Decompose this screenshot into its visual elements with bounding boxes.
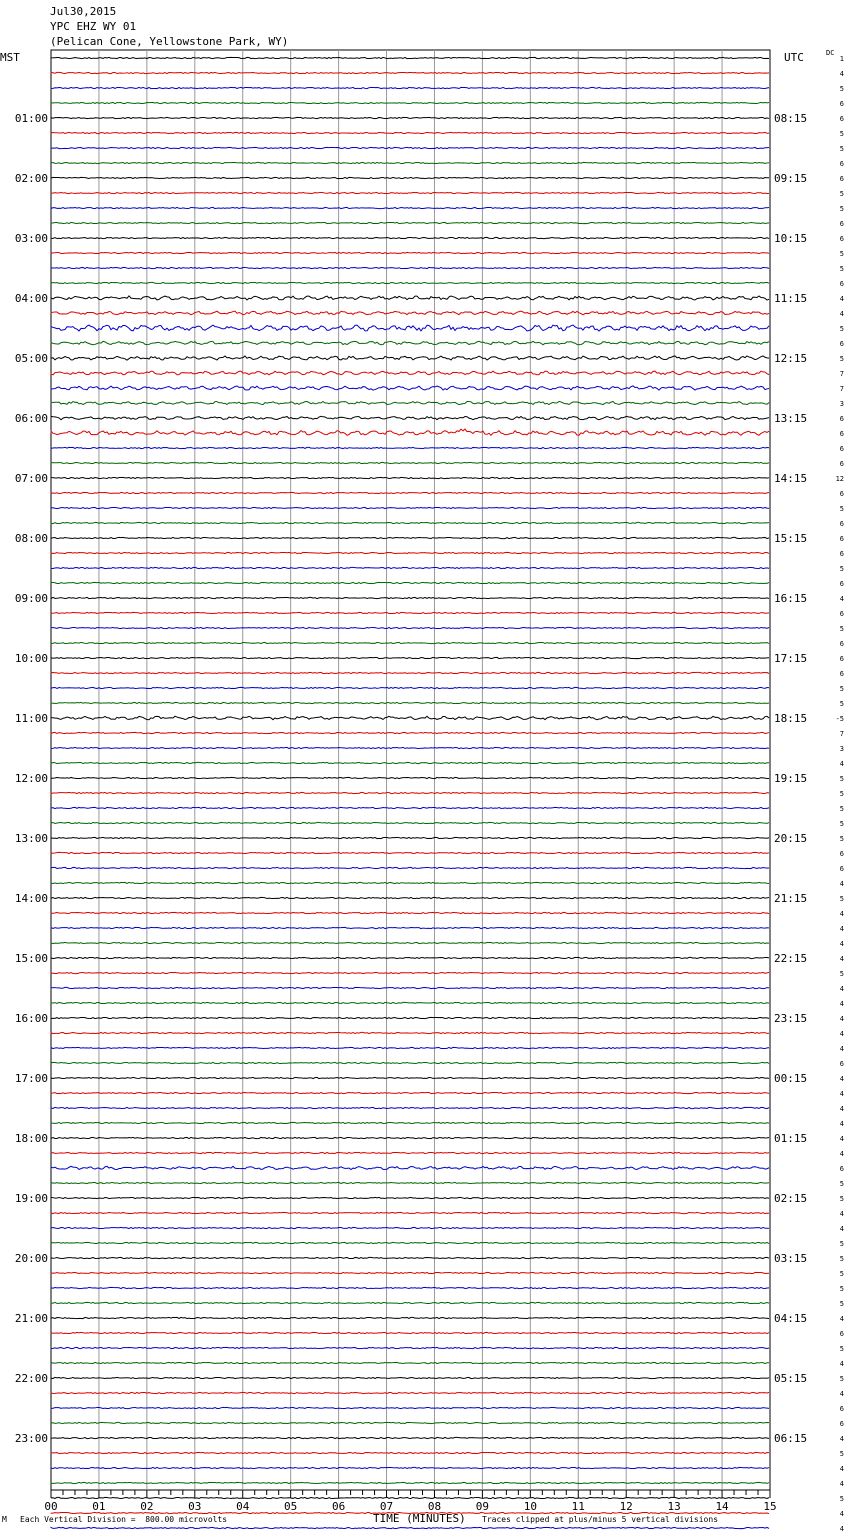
left-timezone-label: MST	[0, 51, 20, 64]
x-tick-label: 11	[571, 1500, 585, 1513]
mst-hour-label: 12:00	[14, 772, 48, 785]
dc-offset-value: 4	[839, 1360, 844, 1368]
seismic-trace	[51, 1317, 769, 1318]
seismic-trace	[51, 492, 769, 493]
dc-offset-value: 5	[839, 1300, 844, 1308]
utc-hour-label: 22:15	[774, 952, 808, 965]
seismic-trace	[51, 582, 769, 583]
mst-hour-label: 09:00	[14, 592, 48, 605]
utc-hour-label: 12:15	[774, 352, 808, 365]
dc-offset-value: 4	[839, 1150, 844, 1158]
dc-offset-value: 4	[839, 925, 844, 933]
mst-hour-label: 16:00	[14, 1012, 48, 1025]
dc-offset-value: 4	[839, 1030, 844, 1038]
dc-offset-value: 4	[839, 1105, 844, 1113]
dc-offset-value: 6	[839, 340, 844, 348]
dc-offset-value: 7	[839, 370, 844, 378]
dc-offset-value: 5	[839, 250, 844, 258]
seismic-trace	[51, 552, 769, 553]
dc-offset-value: 6	[839, 850, 844, 858]
dc-offset-value: 3	[839, 400, 844, 408]
seismic-trace	[51, 371, 769, 375]
mst-hour-label: 11:00	[14, 712, 48, 725]
utc-hour-label: 19:15	[774, 772, 808, 785]
dc-offset-value: 5	[839, 895, 844, 903]
footer-corner-mark: M	[2, 1515, 7, 1524]
dc-offset-value: 4	[839, 760, 844, 768]
dc-offset-value: 4	[839, 1510, 844, 1518]
utc-hour-label: 20:15	[774, 832, 808, 845]
dc-offset-value: 5	[839, 790, 844, 798]
x-tick-label: 07	[379, 1500, 394, 1513]
dc-offset-value: 6	[839, 535, 844, 543]
seismic-trace	[51, 192, 769, 193]
dc-offset-value: 4	[839, 910, 844, 918]
seismic-trace	[51, 311, 769, 315]
seismic-trace	[51, 1137, 769, 1138]
dc-offset-value: 6	[839, 550, 844, 558]
seismic-trace	[51, 1032, 769, 1033]
seismic-trace	[51, 267, 769, 268]
mst-hour-label: 22:00	[14, 1372, 48, 1385]
dc-offset-value: 5	[839, 685, 844, 693]
mst-hour-label: 08:00	[14, 532, 48, 545]
seismic-trace	[51, 1287, 769, 1288]
x-tick-label: 10	[523, 1500, 537, 1513]
utc-hour-label: 10:15	[774, 232, 808, 245]
seismic-trace	[51, 325, 769, 331]
seismic-trace	[51, 882, 769, 883]
seismic-trace	[51, 162, 769, 163]
seismic-trace	[51, 732, 769, 733]
dc-offset-value: 4	[839, 1045, 844, 1053]
seismic-trace	[51, 1362, 769, 1363]
dc-offset-value: 5	[839, 1270, 844, 1278]
seismic-trace	[51, 1242, 769, 1243]
utc-hour-label: 06:15	[774, 1432, 808, 1445]
mst-hour-label: 05:00	[14, 352, 48, 365]
x-tick-label: 00	[44, 1500, 58, 1513]
mst-hour-label: 14:00	[14, 892, 48, 905]
dc-offset-value: 4	[839, 1225, 844, 1233]
utc-hour-label: 21:15	[774, 892, 808, 905]
dc-offset-value: 7	[839, 730, 844, 738]
utc-hour-label: 08:15	[774, 112, 808, 125]
dc-offset-value: 5	[839, 1450, 844, 1458]
seismic-trace	[51, 102, 769, 103]
seismic-trace	[51, 1227, 769, 1228]
dc-offset-value: -5	[835, 715, 844, 723]
seismic-trace	[51, 1062, 769, 1063]
dc-offset-value: 3	[839, 745, 844, 753]
seismic-trace	[51, 1257, 769, 1258]
x-tick-label: 01	[92, 1500, 106, 1513]
dc-offset-value: 5	[839, 1345, 844, 1353]
dc-offset-value: 4	[839, 310, 844, 318]
utc-hour-label: 17:15	[774, 652, 808, 665]
seismic-trace	[51, 822, 769, 823]
utc-hour-label: 02:15	[774, 1192, 808, 1205]
seismic-trace	[51, 987, 769, 988]
seismic-trace	[51, 957, 769, 958]
dc-offset-value: 4	[839, 1015, 844, 1023]
seismic-trace	[51, 837, 769, 838]
station-code: YPC EHZ WY 01	[50, 20, 137, 33]
dc-offset-value: 6	[839, 100, 844, 108]
utc-hour-label: 13:15	[774, 412, 808, 425]
dc-offset-value: 6	[839, 175, 844, 183]
seismic-trace	[51, 1437, 769, 1438]
dc-offset-value: 4	[839, 1465, 844, 1473]
dc-offset-value: 6	[839, 430, 844, 438]
seismic-trace	[51, 1452, 769, 1453]
x-tick-label: 05	[284, 1500, 298, 1513]
utc-hour-label: 16:15	[774, 592, 808, 605]
dc-offset-value: 5	[839, 145, 844, 153]
seismic-trace	[51, 1017, 769, 1018]
dc-offset-value: 5	[839, 1255, 844, 1263]
seismic-trace	[51, 147, 769, 148]
dc-offset-value: 4	[839, 985, 844, 993]
dc-offset-value: 5	[839, 1180, 844, 1188]
dc-offset-value: 1	[839, 55, 844, 63]
dc-offset-value: 6	[839, 220, 844, 228]
dc-offset-value: 4	[839, 1525, 844, 1533]
dc-offset-value: 5	[839, 190, 844, 198]
dc-offset-value: 4	[839, 940, 844, 948]
seismic-trace	[51, 912, 769, 913]
seismic-trace	[51, 429, 769, 435]
seismic-trace	[51, 972, 769, 973]
seismic-trace	[51, 897, 769, 898]
seismic-trace	[51, 207, 769, 208]
dc-offset-value: 6	[839, 415, 844, 423]
utc-hour-label: 15:15	[774, 532, 808, 545]
seismic-trace	[51, 57, 769, 58]
seismic-trace	[51, 117, 769, 118]
x-tick-label: 02	[140, 1500, 154, 1513]
seismic-trace	[51, 1482, 769, 1483]
mst-hour-label: 20:00	[14, 1252, 48, 1265]
dc-offset-value: 5	[839, 205, 844, 213]
dc-offset-value: 6	[839, 1060, 844, 1068]
dc-offset-value: 6	[839, 235, 844, 243]
seismic-trace	[51, 1107, 769, 1108]
dc-offset-value: 5	[839, 565, 844, 573]
utc-hour-label: 23:15	[774, 1012, 808, 1025]
utc-hour-label: 09:15	[774, 172, 808, 185]
mst-hour-label: 06:00	[14, 412, 48, 425]
seismic-trace	[51, 1467, 769, 1468]
plot-date: Jul30,2015	[50, 5, 117, 18]
dc-offset-value: 6	[839, 460, 844, 468]
seismic-trace	[51, 237, 769, 238]
dc-offset-value: 6	[839, 610, 844, 618]
seismic-trace	[51, 252, 769, 253]
vertical-scale-note: Each Vertical Division = 800.00 microvolts	[20, 1515, 228, 1524]
dc-offset-value: 5	[839, 805, 844, 813]
seismic-trace	[51, 792, 769, 793]
mst-hour-label: 15:00	[14, 952, 48, 965]
dc-offset-value: 4	[839, 1135, 844, 1143]
mst-hour-label: 04:00	[14, 292, 48, 305]
seismic-trace	[51, 1407, 769, 1408]
dc-offset-value: 4	[839, 1315, 844, 1323]
right-timezone-label: UTC	[784, 51, 804, 64]
seismic-trace	[51, 762, 769, 763]
seismic-trace	[51, 672, 769, 673]
mst-hour-label: 17:00	[14, 1072, 48, 1085]
seismic-trace	[51, 416, 769, 419]
dc-offset-value: 4	[839, 1090, 844, 1098]
dc-offset-value: 6	[839, 280, 844, 288]
seismic-trace	[51, 687, 769, 688]
dc-offset-value: 4	[839, 1390, 844, 1398]
seismic-trace	[51, 777, 769, 778]
mst-hour-label: 13:00	[14, 832, 48, 845]
utc-hour-label: 00:15	[774, 1072, 808, 1085]
seismic-trace	[51, 132, 769, 133]
dc-offset-value: 4	[839, 1210, 844, 1218]
clipping-note: Traces clipped at plus/minus 5 vertical divisions	[482, 1515, 719, 1524]
seismic-trace	[51, 1122, 769, 1123]
dc-offset-value: 6	[839, 1330, 844, 1338]
seismic-trace	[51, 1377, 769, 1378]
seismic-trace	[51, 522, 769, 523]
dc-offset-value: 4	[839, 1075, 844, 1083]
mst-hour-label: 10:00	[14, 652, 48, 665]
mst-hour-label: 07:00	[14, 472, 48, 485]
seismic-trace	[51, 597, 769, 598]
seismic-trace	[51, 642, 769, 643]
seismic-trace	[51, 807, 769, 808]
seismic-trace	[51, 852, 769, 853]
dc-offset-value: 5	[839, 1495, 844, 1503]
seismic-trace	[51, 177, 769, 178]
dc-offset-value: 4	[839, 70, 844, 78]
mst-hour-label: 03:00	[14, 232, 48, 245]
seismic-trace	[51, 222, 769, 223]
dc-offset-value: 5	[839, 1375, 844, 1383]
dc-offset-value: 5	[839, 130, 844, 138]
seismic-trace	[51, 356, 769, 360]
utc-hour-label: 05:15	[774, 1372, 808, 1385]
seismic-trace	[51, 1497, 769, 1498]
seismic-trace	[51, 716, 769, 720]
dc-offset-value: 6	[839, 445, 844, 453]
dc-offset-value: 4	[839, 1480, 844, 1488]
seismic-trace	[51, 1166, 769, 1169]
seismic-trace	[51, 867, 769, 868]
mst-hour-label: 19:00	[14, 1192, 48, 1205]
x-tick-label: 06	[331, 1500, 346, 1513]
seismic-trace	[51, 1077, 769, 1078]
dc-offset-value: 4	[839, 1000, 844, 1008]
utc-hour-label: 04:15	[774, 1312, 808, 1325]
seismic-trace	[51, 657, 769, 658]
dc-offset-value: 5	[839, 1240, 844, 1248]
x-axis-label: TIME (MINUTES)	[373, 1512, 466, 1525]
mst-hour-label: 21:00	[14, 1312, 48, 1325]
seismic-trace	[51, 702, 769, 703]
seismic-trace	[51, 1182, 769, 1183]
seismic-trace	[51, 627, 769, 628]
seismic-trace	[51, 1422, 769, 1423]
x-tick-label: 15	[763, 1500, 777, 1513]
dc-offset-value: 4	[839, 955, 844, 963]
seismic-trace	[51, 1272, 769, 1273]
x-tick-label: 13	[667, 1500, 681, 1513]
dc-offset-value: 12	[835, 475, 844, 483]
dc-offset-value: 6	[839, 160, 844, 168]
x-tick-label: 09	[475, 1500, 490, 1513]
dc-offset-value: 6	[839, 670, 844, 678]
dc-offset-value: 6	[839, 865, 844, 873]
seismic-trace	[51, 87, 769, 88]
x-tick-label: 14	[715, 1500, 729, 1513]
mst-hour-label: 23:00	[14, 1432, 48, 1445]
x-tick-label: 12	[619, 1500, 633, 1513]
x-tick-label: 08	[427, 1500, 442, 1513]
seismic-trace	[51, 72, 769, 73]
seismic-trace	[51, 1332, 769, 1333]
dc-offset-value: 5	[839, 700, 844, 708]
dc-offset-value: 6	[839, 655, 844, 663]
mst-hour-label: 01:00	[14, 112, 48, 125]
dc-offset-value: 5	[839, 325, 844, 333]
dc-offset-value: 6	[839, 580, 844, 588]
seismic-trace	[51, 1092, 769, 1093]
mst-hour-label: 02:00	[14, 172, 48, 185]
utc-hour-label: 18:15	[774, 712, 808, 725]
dc-offset-value: 6	[839, 1405, 844, 1413]
dc-offset-value: 6	[839, 1420, 844, 1428]
seismic-trace	[51, 401, 769, 404]
utc-hour-label: 11:15	[774, 292, 808, 305]
dc-offset-value: 5	[839, 85, 844, 93]
dc-offset-value: 5	[839, 265, 844, 273]
x-tick-label: 04	[236, 1500, 250, 1513]
dc-offset-value: 5	[839, 775, 844, 783]
seismic-trace	[51, 612, 769, 613]
dc-header-label: DC	[826, 49, 835, 57]
dc-offset-value: 5	[839, 970, 844, 978]
seismic-trace	[51, 386, 769, 390]
seismic-trace	[51, 1527, 769, 1528]
station-location: (Pelican Cone, Yellowstone Park, WY)	[50, 35, 289, 48]
seismic-trace	[51, 1152, 769, 1153]
dc-offset-value: 4	[839, 295, 844, 303]
seismic-trace	[51, 1392, 769, 1393]
dc-offset-value: 5	[839, 835, 844, 843]
dc-offset-value: 6	[839, 640, 844, 648]
seismic-trace	[51, 1302, 769, 1303]
seismic-trace	[51, 942, 769, 943]
seismic-trace	[51, 567, 769, 568]
dc-offset-value: 5	[839, 1195, 844, 1203]
dc-offset-value: 5	[839, 505, 844, 513]
seismic-trace	[51, 927, 769, 928]
seismic-trace	[51, 1212, 769, 1213]
dc-offset-value: 5	[839, 1285, 844, 1293]
dc-offset-value: 4	[839, 595, 844, 603]
dc-offset-value: 6	[839, 520, 844, 528]
seismic-trace	[51, 447, 769, 448]
dc-offset-value: 5	[839, 625, 844, 633]
seismic-trace	[51, 341, 769, 345]
dc-offset-value: 4	[839, 1120, 844, 1128]
dc-offset-value: 4	[839, 880, 844, 888]
dc-offset-value: 7	[839, 385, 844, 393]
dc-offset-value: 4	[839, 1435, 844, 1443]
seismic-trace	[51, 296, 769, 300]
dc-offset-value: 6	[839, 490, 844, 498]
x-tick-label: 03	[188, 1500, 202, 1513]
seismic-trace	[51, 1002, 769, 1003]
utc-hour-label: 01:15	[774, 1132, 808, 1145]
seismic-trace	[51, 282, 769, 283]
plot-frame	[51, 50, 770, 1490]
seismic-trace	[51, 1197, 769, 1198]
dc-offset-value: 6	[839, 115, 844, 123]
utc-hour-label: 14:15	[774, 472, 808, 485]
seismic-trace	[51, 1047, 769, 1048]
seismic-trace	[51, 477, 769, 478]
seismic-trace	[51, 507, 769, 508]
dc-offset-value: 5	[839, 820, 844, 828]
seismic-trace	[51, 747, 769, 748]
seismic-trace	[51, 1347, 769, 1348]
mst-hour-label: 18:00	[14, 1132, 48, 1145]
dc-offset-value: 5	[839, 355, 844, 363]
dc-offset-value: 6	[839, 1165, 844, 1173]
utc-hour-label: 03:15	[774, 1252, 808, 1265]
seismic-trace	[51, 537, 769, 538]
seismic-trace	[51, 462, 769, 463]
